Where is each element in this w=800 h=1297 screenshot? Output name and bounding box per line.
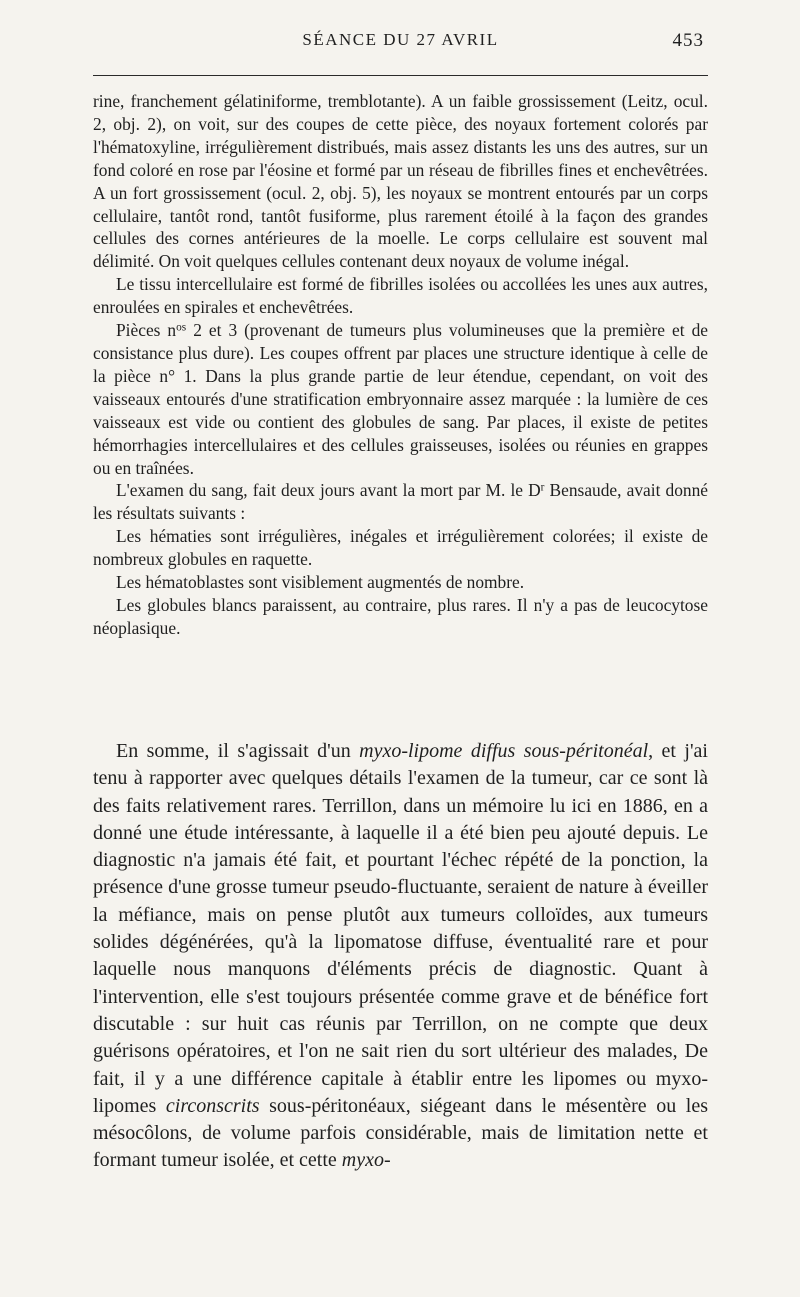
superscript: r bbox=[540, 481, 545, 494]
text-run: L'examen du sang, fait deux jours avant la mort par M. le D bbox=[116, 480, 541, 501]
superscript: os bbox=[176, 321, 187, 334]
text-run: sous-péritonéaux, siégeant dans le mésentère ou les mésocôlons, de volume parfois considérable, mais de limitation nette et formant tumeur isolée, et cette bbox=[93, 1094, 708, 1172]
discussion-section bbox=[93, 738, 708, 1175]
header-title: SÉANCE DU 27 AVRIL bbox=[302, 30, 499, 49]
page-number: 453 bbox=[672, 30, 704, 51]
paragraph: rine, franchement gélatiniforme, tremblotante). A un faible grossissement (Leitz, ocul. 2, obj. 2), on voit, sur des coupes de cette pièce, des noyaux fortement colorés par l'hématoxyline, irrégulièrement distribués, mais assez distants les uns des autres, sur un fond coloré en rose par l'éosine et formé par un réseau de fibrilles fines et enchevêtrées. A un fort grossissement (ocul. 2, obj. 5), les noyaux se montrent entourés par un corps cellulaire, tantôt rond, tantôt fusiforme, plus rarement étoilé à la façon des grandes cellules des cornes antérieures de la moelle. Le corps cellulaire est souvent mal délimité. On voit quelques cellules contenant deux noyaux de volume inégal. bbox=[93, 91, 708, 272]
paragraph bbox=[93, 479, 708, 525]
histology-section bbox=[93, 90, 708, 640]
italic-term: myxo- bbox=[341, 1149, 391, 1172]
text-run: , et j'ai tenu à rapporter avec quelques détails l'examen de la tumeur, car ce sont là des faits relativement rares. Terrillon, dans un mémoire lu ici en 1886, en a donné une étude intéressante, à laquelle il a été bien peu ajouté depuis. Le diagnostic n'a jamais été fait, et pourtant l'échec répété de la ponction, la présence d'une grosse tumeur pseudo-fluctuante, seraient de nature à éveiller la méfiance, mais on pense plutôt aux tumeurs colloïdes, aux tumeurs solides dégénérées, qu'à la lipomatose diffuse, éventualité rare et pour laquelle nous manquons d'éléments précis de diagnostic. Quant à l'intervention, elle s'est toujours présentée comme grave et de bénéfice fort discutable : sur huit cas réunis par Terrillon, on ne compte que deux guérisons opératoires, et l'on ne sait rien du sort ultérieur des malades, De fait, il y a une différence capitale à établir entre les lipomes ou myxo-lipomes bbox=[93, 740, 708, 1117]
text-run: En somme, il s'agissait d'un bbox=[116, 740, 360, 762]
header-rule bbox=[93, 75, 708, 76]
paragraph bbox=[93, 738, 708, 1175]
paragraph: Les globules blancs paraissent, au contraire, plus rares. Il n'y a pas de leucocytose néoplasique. bbox=[93, 594, 708, 638]
italic-term: myxo-lipome diffus sous-péritonéal bbox=[359, 740, 649, 762]
italic-term: circonscrits bbox=[165, 1094, 260, 1117]
text-run: 2 et 3 (provenant de tumeurs plus volumineuses que la première et de consistance plus dure). Les coupes offrent par places une structure identique à celle de la pièce n° 1. Dans la plus grande partie de leur étendue, cependant, on voit des vaisseaux entourés d'une stratification embryonnaire assez marquée : la lumière de ces vaisseaux est vide ou contient des globules de sang. Par places, il existe de petites hémorrhagies intercellulaires et des cellules graisseuses, isolées ou réunies en grappes ou en traînées. bbox=[93, 320, 708, 478]
paragraph: Le tissu intercellulaire est formé de fibrilles isolées ou accollées les unes aux autres, enroulées en spirales et enchevêtrées. bbox=[93, 274, 708, 318]
text-run: Bensaude, avait donné les résultats suivants : bbox=[93, 480, 709, 524]
paragraph: Les hématoblastes sont visiblement augmentés de nombre. bbox=[116, 572, 525, 593]
text-run: Pièces n bbox=[116, 320, 177, 341]
paragraph bbox=[93, 319, 708, 479]
paragraph: Les hématies sont irrégulières, inégales et irrégulièrement colorées; il existe de nombreux globules en raquette. bbox=[93, 526, 708, 570]
